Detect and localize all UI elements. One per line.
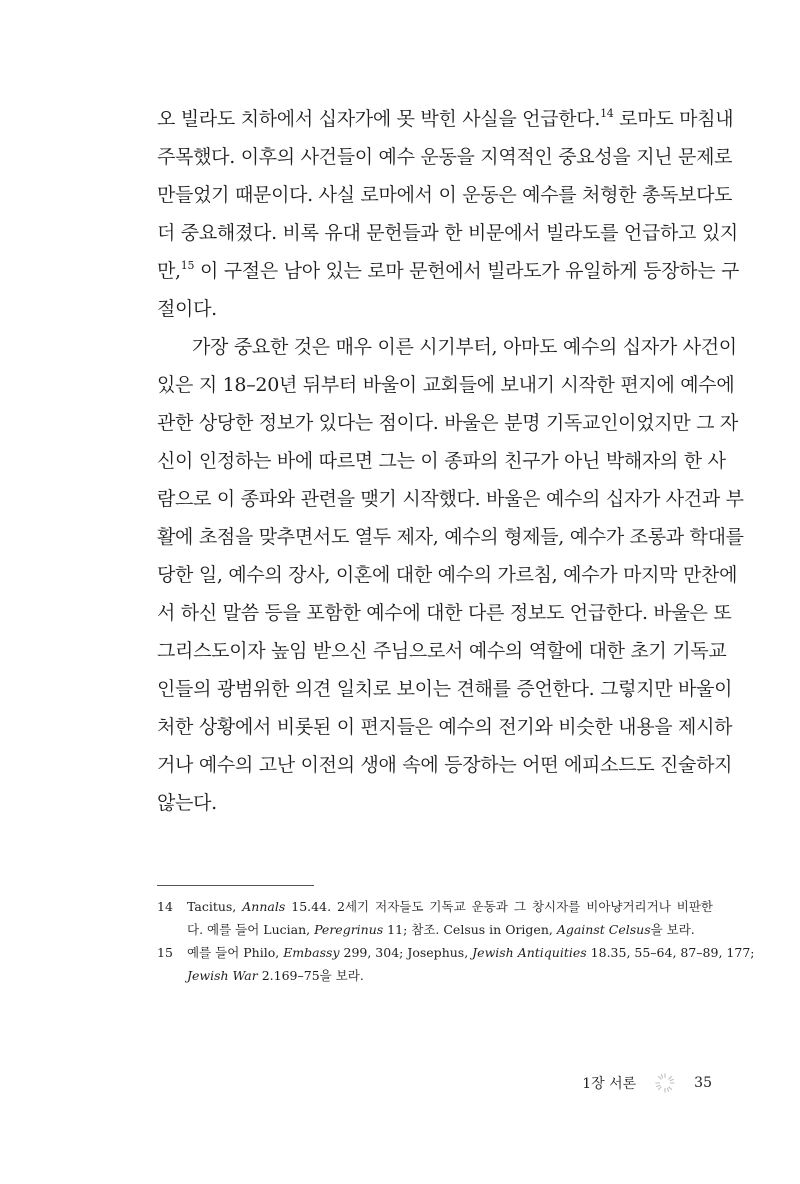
footnote-number: 15 [157,945,173,960]
body-line: 처한 상황에서 비롯된 이 편지들은 예수의 전기와 비슷한 내용을 제시하 [157,716,733,738]
body-line: 않는다. [157,792,217,814]
footnote-text: Tacitus, Annals 15.44. 2세기 저자들도 기독교 운동과 그 창시자를 비아냥거리거나 비판한 다. 예를 들어 Lucian, Peregrinus 11; 참조. Celsus in Origen, Against Celsus을 보라. [187,899,713,937]
body-line: 더 중요해졌다. 비록 유대 문헌들과 한 비문에서 빌라도를 언급하고 있지 [157,222,738,244]
body-line: 관한 상당한 정보가 있다는 점이다. 바울은 분명 기독교인이었지만 그 자 [157,412,738,434]
body-text [157,100,744,822]
footnote-ref-15[interactable]: 15 [180,259,195,272]
body-line: 그리스도이자 높임 받으신 주님으로서 예수의 역할에 대한 초기 기독교 [157,640,727,662]
chapter-label: 1장 서론 [582,1076,637,1092]
sun-ornament-icon [654,1072,676,1094]
body-line: 람으로 이 종파와 관련을 맺기 시작했다. 바울은 예수의 십자가 사건과 부 [157,488,744,510]
footnote-14 [157,895,713,941]
footnote-separator [157,885,314,886]
body-line: 활에 초점을 맞추면서도 열두 제자, 예수의 형제들, 예수가 조롱과 학대를 [157,526,744,548]
footnote-15 [157,941,755,987]
footnote-text: 예를 들어 Philo, Embassy 299, 304; Josephus, Jewish Antiquities 18.35, 55–64, 87–89, 177; Jewish War 2.169–75을 보라. [187,945,755,983]
body-line: 오 빌라도 치하에서 십자가에 못 박힌 사실을 언급한다.$^{14}$ 로마도 마침내 [157,107,734,130]
body-line: 절이다. [157,298,217,320]
body-line: 주목했다. 이후의 사건들이 예수 운동을 지역적인 중요성을 지닌 문제로 [157,146,733,168]
body-line: 만,$^{15}$ 이 구절은 남아 있는 로마 문헌에서 빌라도가 유일하게 등장하는 구 [157,259,740,282]
body-line: 서 하신 말씀 등을 포함한 예수에 대한 다른 정보도 언급한다. 바울은 또 [157,602,732,624]
body-line: 당한 일, 예수의 장사, 이혼에 대한 예수의 가르침, 예수가 마지막 만찬에 [157,564,738,586]
body-line: 신이 인정하는 바에 따르면 그는 이 종파의 친구가 아닌 박해자의 한 사 [157,450,726,472]
footnote-number: 14 [157,899,173,914]
body-line: 있은 지 18–20년 뒤부터 바울이 교회들에 보내기 시작한 편지에 예수에 [157,374,735,396]
page-number: 35 [694,1075,712,1091]
footnotes [157,895,755,987]
footnote-ref-14[interactable]: 14 [600,107,614,120]
body-line: 거나 예수의 고난 이전의 생애 속에 등장하는 어떤 에피소드도 진술하지 [157,754,733,776]
paragraph-first-line: 가장 중요한 것은 매우 이른 시기부터, 아마도 예수의 십자가 사건이 [192,336,737,358]
body-line: 인들의 광범위한 의견 일치로 보이는 견해를 증언한다. 그렇지만 바울이 [157,678,733,700]
page-footer [582,1072,712,1094]
body-line: 만들었기 때문이다. 사실 로마에서 이 운동은 예수를 처형한 총독보다도 [157,184,733,206]
